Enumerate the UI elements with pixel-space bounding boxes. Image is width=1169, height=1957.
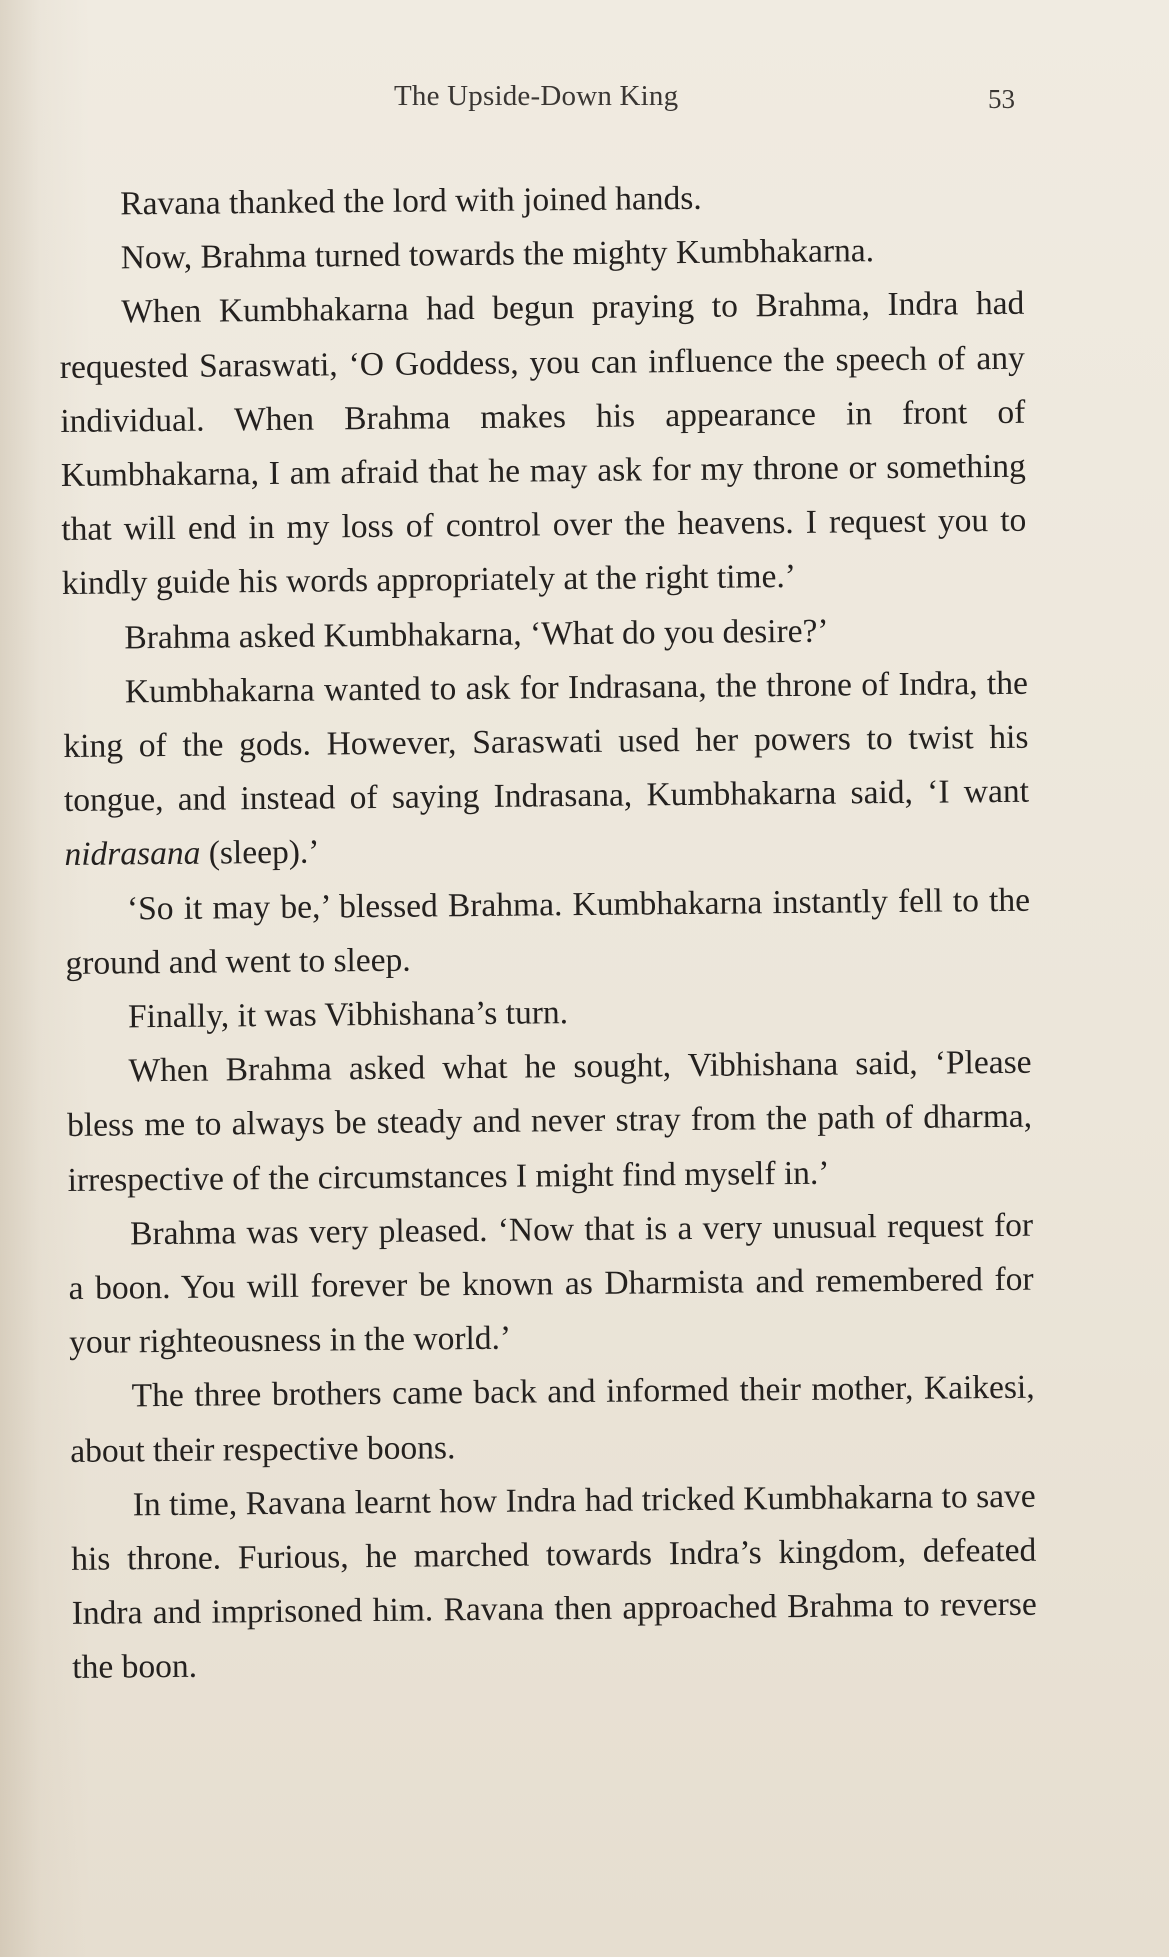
paragraph: Finally, it was Vibhishana’s turn. <box>127 994 569 1036</box>
paragraph: Ravana thanked the lord with joined hands. <box>120 179 702 223</box>
paragraph: ‘So it may be,’ blessed Brahma. Kumbhakarna instantly fell to the ground and went to sleep. <box>65 881 1031 982</box>
paragraph: The three brothers came back and informed their mother, Kaikesi, about their respective boons. <box>70 1369 1035 1470</box>
paragraph-with-italic <box>63 657 1030 883</box>
paragraph: Brahma was very pleased. ‘Now that is a very unusual request for a boon. You will forever be known as Dharmista and remembered for your righteousness in the world.’ <box>68 1206 1034 1362</box>
page-number: 53 <box>988 84 1015 114</box>
italic-word: nidrasana <box>64 835 201 874</box>
paragraph: Brahma asked Kumbhakarna, ‘What do you desire?’ <box>124 612 829 657</box>
paragraph: Now, Brahma turned towards the mighty Kumbhakarna. <box>120 232 875 277</box>
paragraph-text: (sleep).’ <box>200 833 320 873</box>
paragraph: In time, Ravana learnt how Indra had tricked Kumbhakarna to save his throne. Furious, he marched towards Indra’s kingdom, defeated Indra and imprisoned him. Ravana then approached Brahma to reverse the boon. <box>71 1477 1037 1687</box>
body-text <box>58 169 1038 1696</box>
paragraph: When Brahma asked what he sought, Vibhishana said, ‘Please bless me to always be steady and never stray from the path of dharma, irrespective of the circumstances I might find myself in.’ <box>66 1043 1033 1199</box>
paragraph-text: Kumbhakarna wanted to ask for Indrasana, the throne of Indra, the king of the gods. However, Saraswati used her powers to twist his tongue, and instead of saying Indrasana, Kumbhakarna said, ‘I want <box>63 664 1030 820</box>
running-head <box>0 80 1169 120</box>
paragraph: When Kumbhakarna had begun praying to Brahma, Indra had requested Saraswati, ‘O Goddess, you can influence the speech of any individual. When Brahma makes his appearance in front of Kumbhakarna, I am afraid that he may ask for my throne or something that will end in my loss of control over the heavens. I request you to kindly guide his words appropriately at the right time.’ <box>59 285 1027 603</box>
running-head-title: The Upside-Down King <box>394 80 679 112</box>
